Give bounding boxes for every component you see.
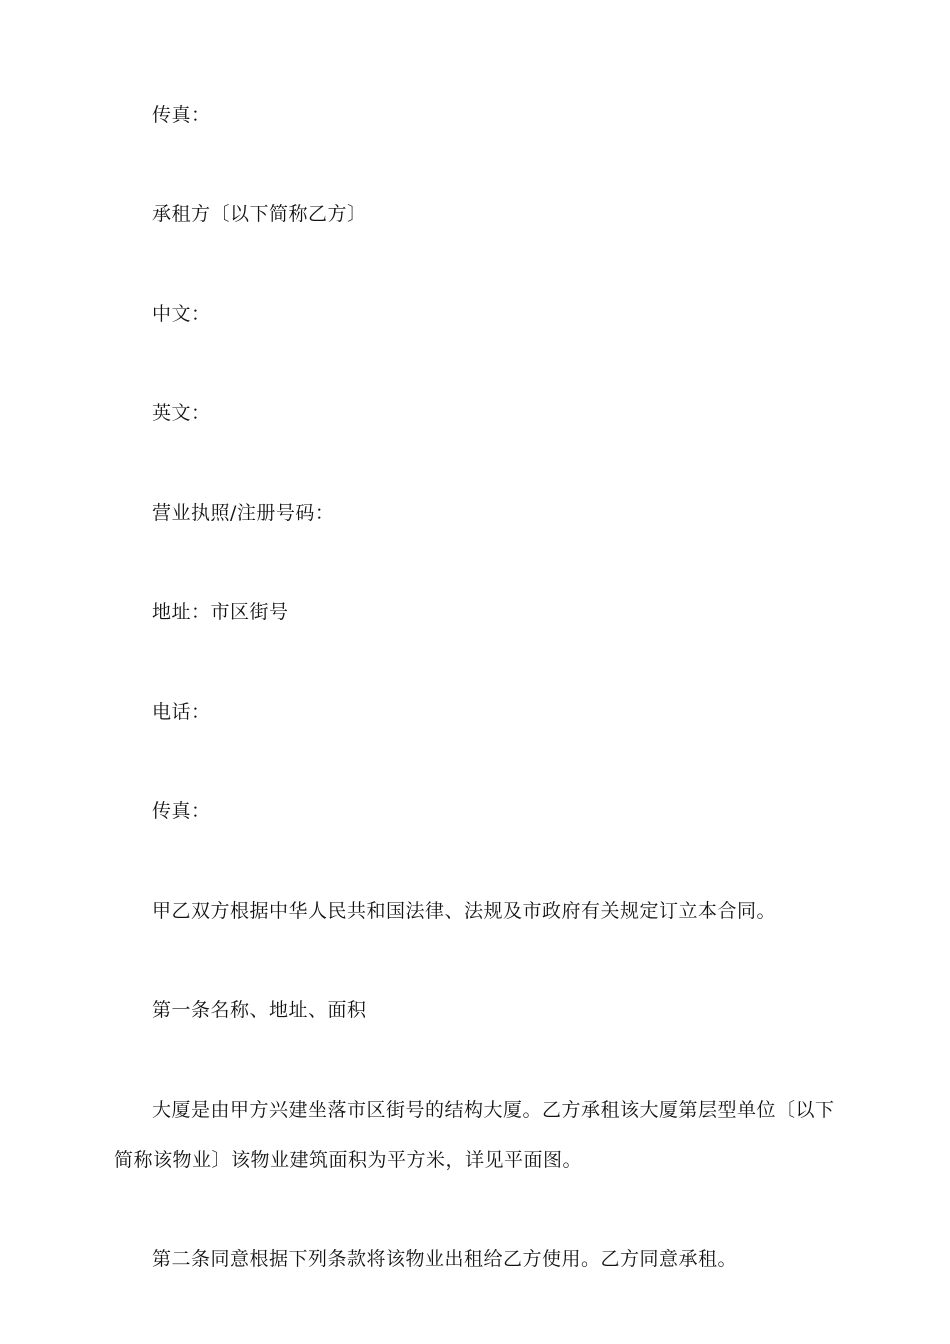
article-1-body-line-1: 大厦是由甲方兴建坐落市区街号的结构大厦。乙方承租该大厦第层型单位〔以下 [152, 1099, 835, 1121]
chinese-name-label: 中文： [152, 303, 211, 325]
english-name-label: 英文： [152, 402, 211, 424]
fax-label-lessor: 传真： [152, 104, 211, 126]
article-2-paragraph: 第二条同意根据下列条款将该物业出租给乙方使用。乙方同意承租。 [152, 1248, 738, 1270]
business-license-label: 营业执照/注册号码： [152, 502, 335, 524]
fax-label-lessee: 传真： [152, 800, 211, 822]
phone-label: 电话： [152, 701, 211, 723]
lessee-heading: 承租方〔以下简称乙方〕 [152, 203, 367, 225]
address-label: 地址：市区街号 [152, 601, 289, 623]
article-1-heading: 第一条名称、地址、面积 [152, 999, 367, 1021]
preamble-paragraph: 甲乙双方根据中华人民共和国法律、法规及市政府有关规定订立本合同。 [152, 900, 777, 922]
article-1-body-line-2: 简称该物业〕该物业建筑面积为平方米，详见平面图。 [114, 1149, 583, 1171]
